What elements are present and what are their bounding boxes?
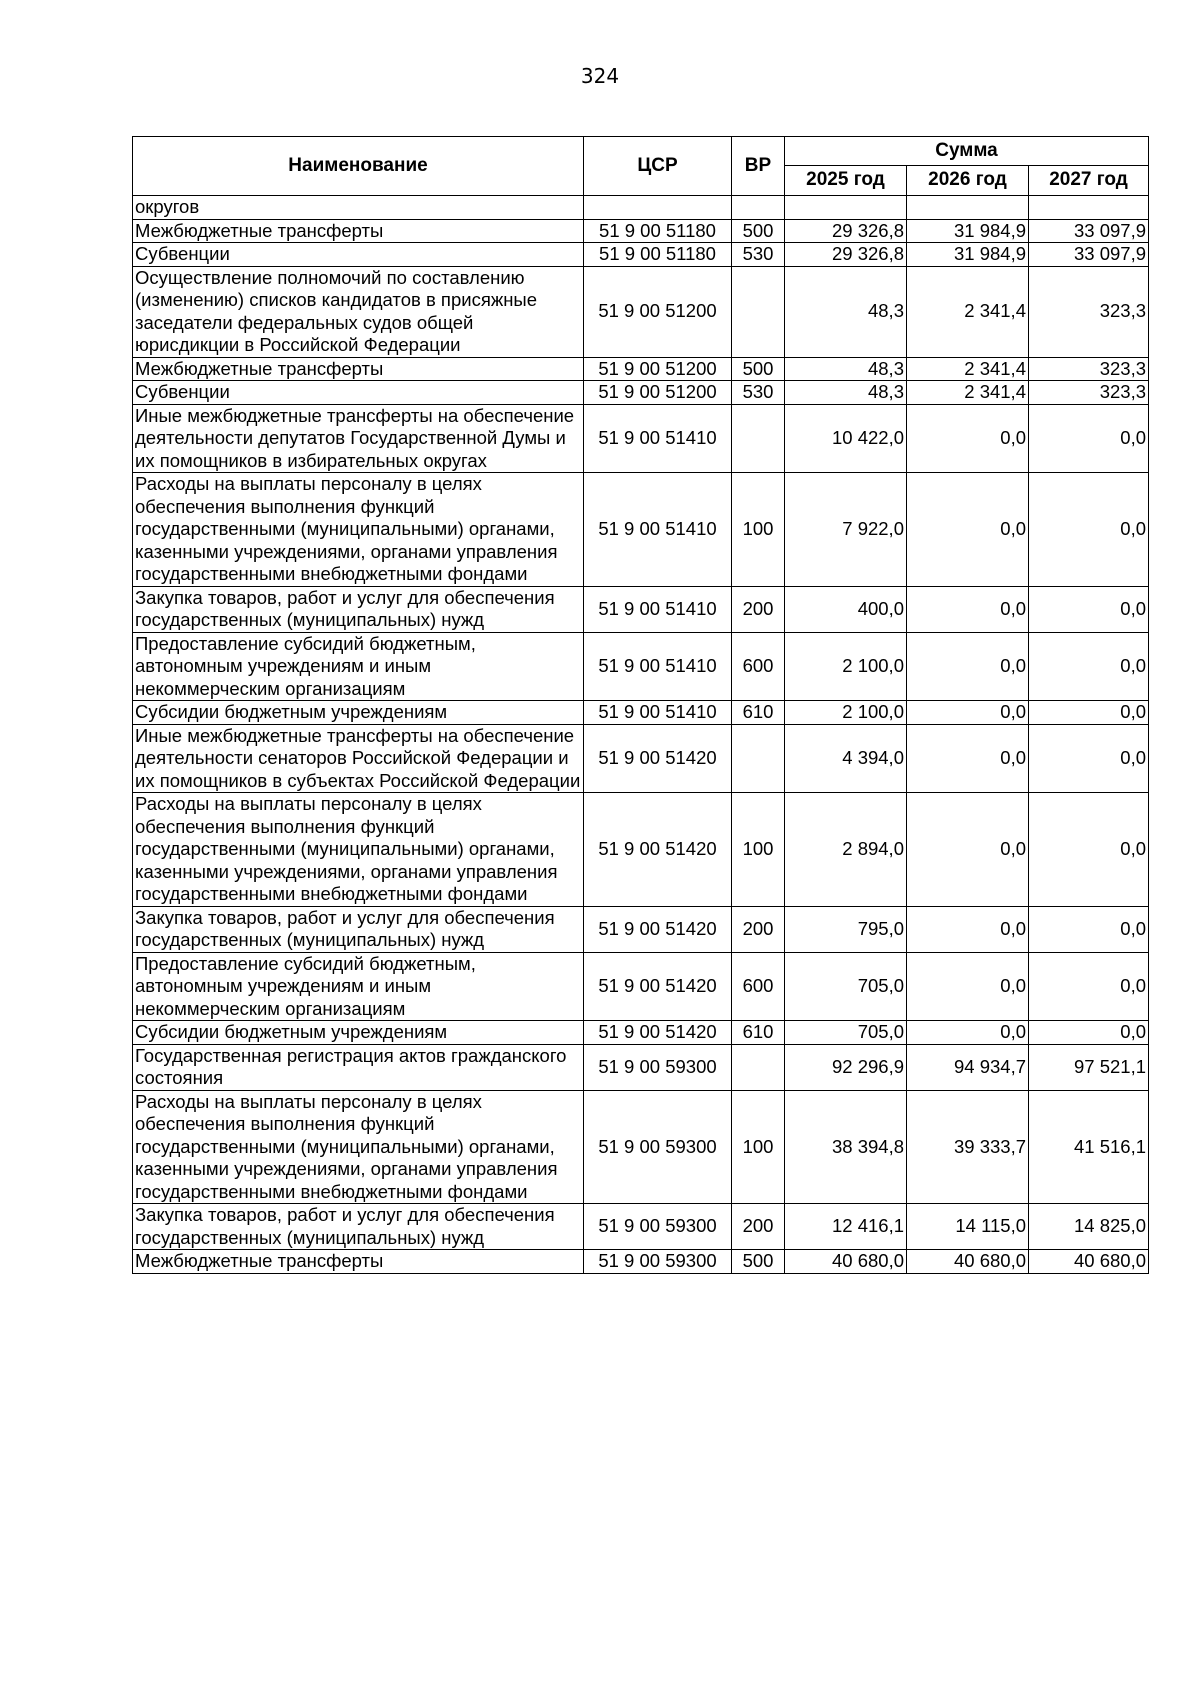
cell-amount-2026: 0,0	[907, 1021, 1029, 1045]
cell-amount-2027: 323,3	[1029, 381, 1149, 405]
cell-name: Субвенции	[133, 243, 584, 267]
cell-amount-2027: 0,0	[1029, 473, 1149, 587]
cell-csr: 51 9 00 51420	[584, 724, 732, 793]
cell-amount-2026: 0,0	[907, 724, 1029, 793]
cell-amount-2027: 0,0	[1029, 701, 1149, 725]
page-number: 324	[580, 64, 620, 88]
cell-amount-2026: 39 333,7	[907, 1090, 1029, 1204]
table-row	[133, 196, 1149, 220]
cell-name: Осуществление полномочий по составлению (изменению) списков кандидатов в присяжные заседатели федеральных судов общей юрисдикции в Российской Федерации	[133, 266, 584, 357]
cell-amount-2027: 0,0	[1029, 906, 1149, 952]
cell-amount-2027: 33 097,9	[1029, 219, 1149, 243]
cell-amount-2027: 0,0	[1029, 632, 1149, 701]
cell-amount-2027: 40 680,0	[1029, 1250, 1149, 1274]
cell-name: Расходы на выплаты персоналу в целях обеспечения выполнения функций государственными (муниципальными) органами, казенными учреждениями, органами управления государственными внебюджетными фондами	[133, 1090, 584, 1204]
cell-amount-2026: 2 341,4	[907, 266, 1029, 357]
table-row	[133, 1021, 1149, 1045]
cell-amount-2027: 97 521,1	[1029, 1044, 1149, 1090]
cell-csr: 51 9 00 51410	[584, 586, 732, 632]
cell-name: Иные межбюджетные трансферты на обеспечение деятельности сенаторов Российской Федерации и их помощников в субъектах Российской Федерации	[133, 724, 584, 793]
cell-name: Закупка товаров, работ и услуг для обеспечения государственных (муниципальных) нужд	[133, 1204, 584, 1250]
cell-name: Расходы на выплаты персоналу в целях обеспечения выполнения функций государственными (муниципальными) органами, казенными учреждениями, органами управления государственными внебюджетными фондами	[133, 793, 584, 907]
cell-csr: 51 9 00 51410	[584, 404, 732, 473]
cell-vr	[732, 724, 785, 793]
cell-csr: 51 9 00 51420	[584, 952, 732, 1021]
table-row	[133, 793, 1149, 907]
cell-amount-2026: 31 984,9	[907, 243, 1029, 267]
cell-vr: 100	[732, 1090, 785, 1204]
header-sum: Сумма	[785, 137, 1149, 166]
cell-amount-2025: 705,0	[785, 952, 907, 1021]
cell-amount-2026: 0,0	[907, 632, 1029, 701]
table-row	[133, 381, 1149, 405]
cell-amount-2026: 0,0	[907, 906, 1029, 952]
cell-amount-2025: 38 394,8	[785, 1090, 907, 1204]
cell-amount-2027: 0,0	[1029, 1021, 1149, 1045]
cell-amount-2026: 40 680,0	[907, 1250, 1029, 1274]
cell-name: Субсидии бюджетным учреждениям	[133, 1021, 584, 1045]
cell-amount-2026: 0,0	[907, 701, 1029, 725]
cell-amount-2026: 0,0	[907, 952, 1029, 1021]
table-row	[133, 473, 1149, 587]
cell-csr: 51 9 00 51410	[584, 701, 732, 725]
cell-vr: 500	[732, 1250, 785, 1274]
table-row	[133, 1250, 1149, 1274]
cell-amount-2025: 29 326,8	[785, 219, 907, 243]
table-row	[133, 906, 1149, 952]
cell-amount-2025: 48,3	[785, 266, 907, 357]
table-row	[133, 266, 1149, 357]
cell-vr: 100	[732, 793, 785, 907]
cell-name: Межбюджетные трансферты	[133, 1250, 584, 1274]
header-name: Наименование	[133, 137, 584, 196]
cell-csr: 51 9 00 51420	[584, 1021, 732, 1045]
cell-vr: 500	[732, 219, 785, 243]
table-row	[133, 1090, 1149, 1204]
cell-vr	[732, 196, 785, 220]
cell-amount-2025: 12 416,1	[785, 1204, 907, 1250]
cell-csr: 51 9 00 51200	[584, 266, 732, 357]
cell-vr: 600	[732, 952, 785, 1021]
cell-csr: 51 9 00 51410	[584, 473, 732, 587]
cell-amount-2026: 2 341,4	[907, 357, 1029, 381]
cell-csr: 51 9 00 51180	[584, 219, 732, 243]
cell-name: Закупка товаров, работ и услуг для обеспечения государственных (муниципальных) нужд	[133, 906, 584, 952]
cell-amount-2025: 92 296,9	[785, 1044, 907, 1090]
cell-vr: 530	[732, 243, 785, 267]
cell-amount-2026: 2 341,4	[907, 381, 1029, 405]
cell-amount-2026: 0,0	[907, 793, 1029, 907]
cell-amount-2026: 0,0	[907, 404, 1029, 473]
cell-amount-2025: 10 422,0	[785, 404, 907, 473]
cell-vr: 600	[732, 632, 785, 701]
cell-amount-2026: 0,0	[907, 473, 1029, 587]
cell-amount-2027: 0,0	[1029, 586, 1149, 632]
cell-amount-2025: 2 100,0	[785, 701, 907, 725]
cell-vr	[732, 404, 785, 473]
cell-amount-2025: 48,3	[785, 381, 907, 405]
cell-amount-2025: 795,0	[785, 906, 907, 952]
cell-csr: 51 9 00 59300	[584, 1204, 732, 1250]
cell-name: Субсидии бюджетным учреждениям	[133, 701, 584, 725]
cell-amount-2025	[785, 196, 907, 220]
cell-vr: 100	[732, 473, 785, 587]
table-row	[133, 357, 1149, 381]
header-row	[133, 137, 1149, 166]
cell-amount-2025: 40 680,0	[785, 1250, 907, 1274]
cell-name: Государственная регистрация актов гражданского состояния	[133, 1044, 584, 1090]
cell-amount-2027: 14 825,0	[1029, 1204, 1149, 1250]
table-row	[133, 586, 1149, 632]
cell-name: Субвенции	[133, 381, 584, 405]
cell-amount-2026: 14 115,0	[907, 1204, 1029, 1250]
table-row	[133, 1044, 1149, 1090]
header-year-2025: 2025 год	[785, 166, 907, 196]
cell-name: Межбюджетные трансферты	[133, 219, 584, 243]
cell-csr: 51 9 00 59300	[584, 1250, 732, 1274]
cell-vr	[732, 266, 785, 357]
cell-amount-2025: 2 100,0	[785, 632, 907, 701]
cell-amount-2026: 31 984,9	[907, 219, 1029, 243]
cell-amount-2025: 7 922,0	[785, 473, 907, 587]
cell-amount-2025: 4 394,0	[785, 724, 907, 793]
cell-amount-2027: 323,3	[1029, 357, 1149, 381]
table-row	[133, 632, 1149, 701]
cell-name: Иные межбюджетные трансферты на обеспечение деятельности депутатов Государственной Думы и их помощников в избирательных округах	[133, 404, 584, 473]
cell-name: Предоставление субсидий бюджетным, автономным учреждениям и иным некоммерческим организациям	[133, 632, 584, 701]
cell-amount-2027: 33 097,9	[1029, 243, 1149, 267]
cell-csr: 51 9 00 51410	[584, 632, 732, 701]
cell-amount-2026: 0,0	[907, 586, 1029, 632]
cell-csr: 51 9 00 51420	[584, 793, 732, 907]
header-csr: ЦСР	[584, 137, 732, 196]
header-vr: ВР	[732, 137, 785, 196]
cell-vr: 200	[732, 586, 785, 632]
cell-vr	[732, 1044, 785, 1090]
cell-amount-2027: 323,3	[1029, 266, 1149, 357]
cell-csr: 51 9 00 51200	[584, 381, 732, 405]
cell-csr: 51 9 00 59300	[584, 1044, 732, 1090]
cell-csr	[584, 196, 732, 220]
cell-amount-2025: 48,3	[785, 357, 907, 381]
table-row	[133, 724, 1149, 793]
cell-csr: 51 9 00 51420	[584, 906, 732, 952]
cell-vr: 200	[732, 1204, 785, 1250]
cell-vr: 610	[732, 701, 785, 725]
cell-csr: 51 9 00 51180	[584, 243, 732, 267]
cell-vr: 200	[732, 906, 785, 952]
cell-name: Предоставление субсидий бюджетным, автономным учреждениям и иным некоммерческим организациям	[133, 952, 584, 1021]
cell-amount-2027: 41 516,1	[1029, 1090, 1149, 1204]
cell-amount-2025: 705,0	[785, 1021, 907, 1045]
cell-amount-2027: 0,0	[1029, 952, 1149, 1021]
header-year-2026: 2026 год	[907, 166, 1029, 196]
table-row	[133, 1204, 1149, 1250]
cell-amount-2027: 0,0	[1029, 793, 1149, 907]
cell-amount-2026	[907, 196, 1029, 220]
header-year-2027: 2027 год	[1029, 166, 1149, 196]
table-row	[133, 243, 1149, 267]
cell-csr: 51 9 00 59300	[584, 1090, 732, 1204]
table-row	[133, 404, 1149, 473]
cell-amount-2025: 400,0	[785, 586, 907, 632]
cell-amount-2027: 0,0	[1029, 724, 1149, 793]
cell-vr: 530	[732, 381, 785, 405]
cell-amount-2027: 0,0	[1029, 404, 1149, 473]
cell-csr: 51 9 00 51200	[584, 357, 732, 381]
cell-name: Закупка товаров, работ и услуг для обеспечения государственных (муниципальных) нужд	[133, 586, 584, 632]
cell-name: округов	[133, 196, 584, 220]
budget-table	[132, 136, 1149, 1274]
cell-vr: 610	[732, 1021, 785, 1045]
cell-name: Межбюджетные трансферты	[133, 357, 584, 381]
table-row	[133, 219, 1149, 243]
cell-amount-2025: 29 326,8	[785, 243, 907, 267]
cell-vr: 500	[732, 357, 785, 381]
table-row	[133, 701, 1149, 725]
cell-name: Расходы на выплаты персоналу в целях обеспечения выполнения функций государственными (муниципальными) органами, казенными учреждениями, органами управления государственными внебюджетными фондами	[133, 473, 584, 587]
cell-amount-2025: 2 894,0	[785, 793, 907, 907]
cell-amount-2027	[1029, 196, 1149, 220]
cell-amount-2026: 94 934,7	[907, 1044, 1029, 1090]
table-row	[133, 952, 1149, 1021]
